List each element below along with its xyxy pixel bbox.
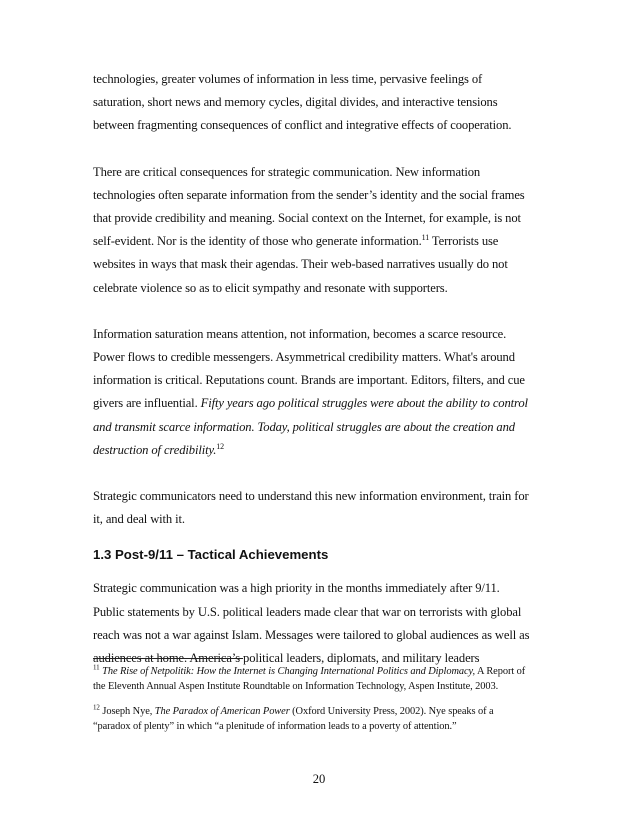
footnote-12 — [93, 704, 558, 735]
text-line: it, and deal with it. — [93, 512, 185, 527]
text-line: Strategic communicators need to understand this new information environment, train for — [93, 489, 529, 504]
text-segment: self-evident. Nor is the identity of those who generate information. — [93, 234, 422, 249]
footnote-text: (Oxford University Press, 2002). Nye speaks of a — [289, 705, 494, 717]
text-line: saturation, short news and memory cycles, digital divides, and interactive tensions — [93, 95, 498, 110]
footnotes — [93, 664, 558, 744]
footnote-number: 11 — [93, 663, 100, 672]
text-line: and transmit scarce information. Today, political struggles are about the creation and — [93, 419, 515, 434]
text-line: that provide credibility and meaning. Social context on the Internet, for example, is not — [93, 211, 521, 226]
footnote-ref-12[interactable]: 12 — [216, 441, 225, 451]
paragraph-2 — [93, 161, 551, 300]
text-line: technologies often separate information from the sender’s identity and the social frames — [93, 187, 525, 202]
body-text — [93, 68, 551, 693]
italic-emphasis: Fifty years ago political struggles were about the ability to control — [200, 396, 528, 411]
section-heading: 1.3 Post-9/11 – Tactical Achievements — [93, 547, 329, 563]
text-line — [93, 439, 551, 462]
text-line: celebrate violence so as to elicit sympathy and resonate with supporters. — [93, 280, 448, 295]
text-line: between fragmenting consequences of conflict and integrative effects of cooperation. — [93, 118, 512, 133]
text-line: There are critical consequences for strategic communication. New information — [93, 164, 481, 179]
footnote-title: The Paradox of American Power — [154, 705, 290, 717]
text-line: technologies, greater volumes of information in less time, pervasive feelings of — [93, 72, 483, 86]
paragraph-3 — [93, 323, 551, 462]
text-line — [93, 230, 551, 253]
paragraph-4 — [93, 485, 551, 531]
text-line: websites in ways that mask their agendas. Their web-based narratives usually do not — [93, 257, 508, 272]
paragraph-1 — [93, 68, 551, 138]
footnote-line: “paradox of plenty” in which “a plenitude of information leads to a poverty of attention.” — [93, 721, 457, 733]
footnote-ref-11[interactable]: 11 — [421, 233, 430, 243]
text-line: reach was not a war against Islam. Messages were tailored to global audiences as well as — [93, 627, 530, 642]
page-number: 20 — [312, 772, 326, 786]
text-line: Power flows to credible messengers. Asymmetrical credibility matters. What's around — [93, 350, 515, 365]
footnote-text: Joseph Nye, — [99, 705, 155, 717]
paragraph-5 — [93, 577, 551, 670]
text-line — [93, 392, 551, 415]
text-line: Public statements by U.S. political leaders made clear that war on terrorists with global — [93, 604, 522, 619]
footnote-line — [93, 704, 558, 719]
footnote-line: the Eleventh Annual Aspen Institute Roundtable on Information Technology, Aspen Institute, 2003. — [93, 681, 499, 693]
footnote-line — [93, 664, 558, 679]
footnote-11 — [93, 664, 558, 695]
text-line: Strategic communication was a high priority in the months immediately after 9/11. — [93, 581, 500, 596]
text-line: Information saturation means attention, not information, becomes a scarce resource. — [93, 326, 507, 341]
footnote-title: The Rise of Netpolitik: How the Internet is Changing International Politics and Diplomacy, — [102, 666, 476, 677]
footnote-text: A Report of — [475, 666, 526, 677]
footnote-number: 12 — [93, 703, 100, 712]
italic-emphasis: destruction of credibility. — [93, 442, 217, 457]
footnote-separator — [93, 658, 243, 659]
text-segment: givers are influential. — [93, 396, 201, 411]
text-segment: Terrorists use — [429, 234, 499, 249]
text-line: information is critical. Reputations count. Brands are important. Editors, filters, and cue — [93, 373, 525, 388]
text-line: audiences at home. America’s political leaders, diplomats, and military leaders — [93, 651, 480, 666]
